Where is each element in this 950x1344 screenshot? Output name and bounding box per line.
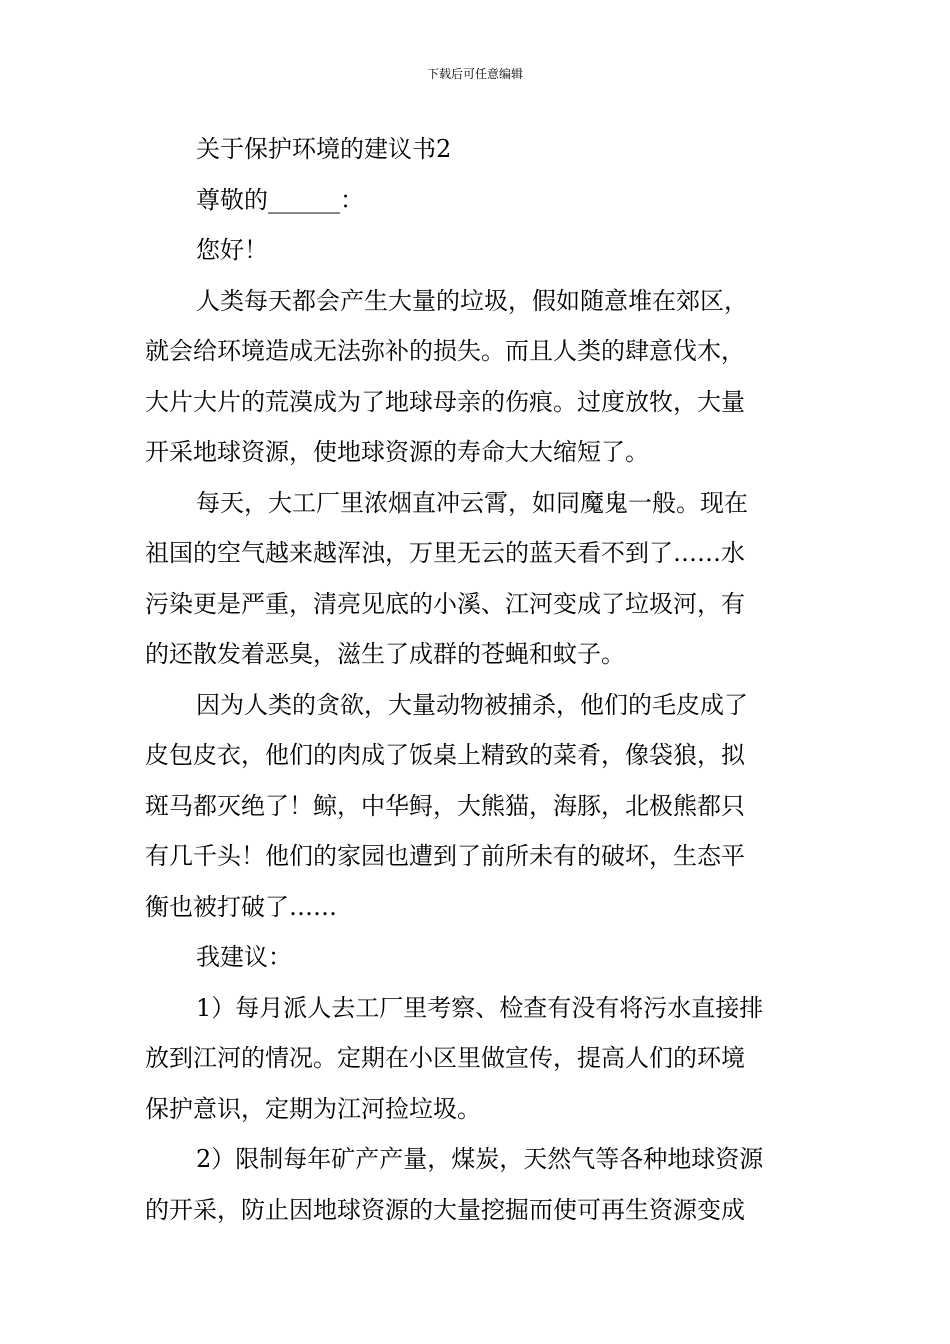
greeting: 您好！ xyxy=(196,236,268,264)
paragraph-line: 就会给环境造成无法弥补的损失。而且人类的肆意伐木， xyxy=(145,337,745,365)
paragraph-line: 衡也被打破了…… xyxy=(145,892,337,921)
suggestion-line: 2）限制每年矿产产量，煤炭，天然气等各种地球资源 xyxy=(196,1145,764,1173)
paragraph-line: 污染更是严重，清亮见底的小溪、江河变成了垃圾河，有 xyxy=(145,589,745,618)
paragraph-line: 祖国的空气越来越浑浊，万里无云的蓝天看不到了……水 xyxy=(145,539,745,567)
suggestion-line: 的开采，防止因地球资源的大量挖掘而使可再生资源变成 xyxy=(145,1195,745,1224)
suggestion-line: 1）每月派人去工厂里考察、检查有没有将污水直接排 xyxy=(196,993,764,1022)
paragraph-line: 人类每天都会产生大量的垃圾，假如随意堆在郊区， xyxy=(196,286,748,315)
suggestion-line: 保护意识，定期为江河捡垃圾。 xyxy=(145,1094,481,1123)
paragraph-line: 斑马都灭绝了！鲸，中华鲟，大熊猫，海豚，北极熊都只 xyxy=(145,791,745,820)
suggestion-line: 放到江河的情况。定期在小区里做宣传，提高人们的环境 xyxy=(145,1044,745,1072)
paragraph-line: 的还散发着恶臭，滋生了成群的苍蝇和蚊子。 xyxy=(145,640,625,668)
paragraph-line: 每天，大工厂里浓烟直冲云霄，如同魔鬼一般。现在 xyxy=(196,488,748,517)
paragraph-line: 皮包皮衣，他们的肉成了饭桌上精致的菜肴，像袋狼，拟 xyxy=(145,741,745,769)
salutation: 尊敬的______： xyxy=(196,185,364,214)
document-body xyxy=(145,124,810,1235)
paragraph-line: 有几千头！他们的家园也遭到了前所未有的破坏，生态平 xyxy=(145,842,745,870)
paragraph-line: 开采地球资源，使地球资源的寿命大大缩短了。 xyxy=(145,438,649,466)
suggestion-heading: 我建议： xyxy=(196,943,292,971)
document-title: 关于保护环境的建议书2 xyxy=(196,135,452,163)
paragraph-line: 因为人类的贪欲，大量动物被捕杀，他们的毛皮成了 xyxy=(196,690,748,719)
header-note: 下载后可任意编辑 xyxy=(426,67,523,81)
paragraph-line: 大片大片的荒漠成为了地球母亲的伤痕。过度放牧，大量 xyxy=(145,387,745,416)
